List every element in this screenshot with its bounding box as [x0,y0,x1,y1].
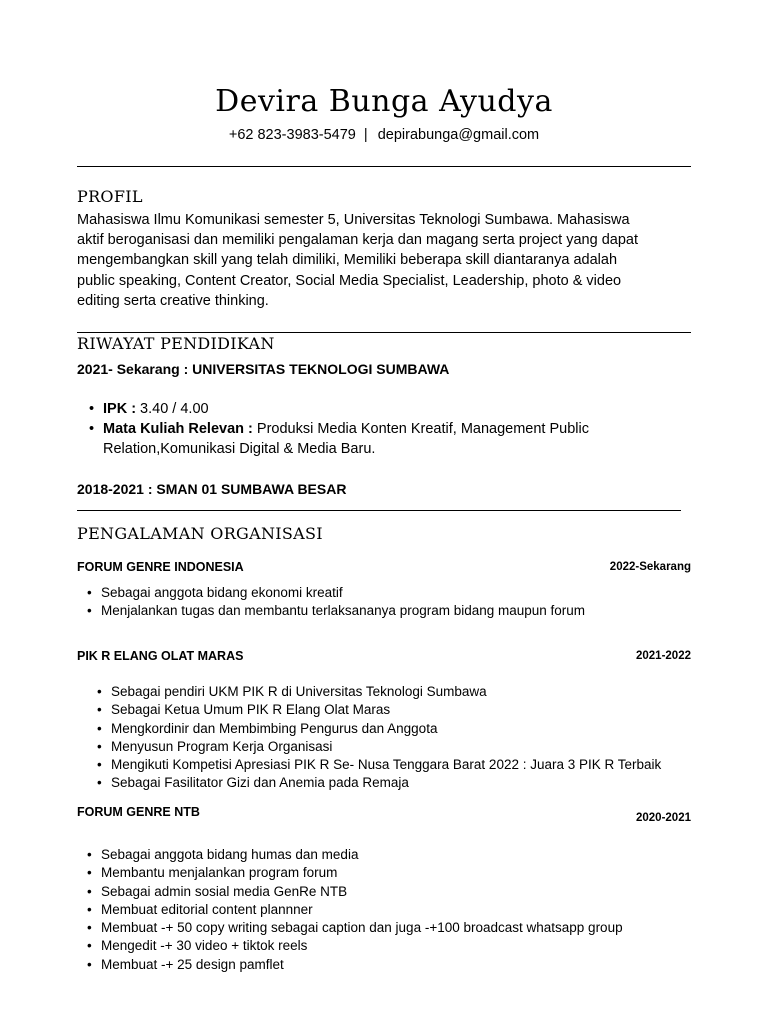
org-period: 2022-Sekarang [609,561,691,573]
list-item: • Menjalankan tugas dan membantu terlaksananya program bidang maupun forum [101,602,701,620]
profil-paragraph [77,210,707,311]
candidate-name: Devira Bunga Ayudya [215,84,553,119]
list-item: • Sebagai Ketua Umum PIK R Elang Olat Maras [111,701,711,719]
profil-line: Mahasiswa Ilmu Komunikasi semester 5, Universitas Teknologi Sumbawa. Mahasiswa [77,212,630,228]
list-item: • Sebagai admin sosial media GenRe NTB [101,883,701,901]
list-item: • Membuat editorial content plannner [101,901,701,919]
list-item: • Sebagai pendiri UKM PIK R di Universitas Teknologi Sumbawa [111,683,711,701]
phone-number: +62 823-3983-5479 [228,127,356,143]
university-line: 2021- Sekarang : UNIVERSITAS TEKNOLOGI SUMBAWA [77,361,450,377]
list-item: • Menyusun Program Kerja Organisasi [111,738,711,756]
org-name: PIK R ELANG OLAT MARAS [77,649,244,663]
list-item: • Membuat -+ 50 copy writing sebagai caption dan juga -+100 broadcast whatsapp group [101,919,701,937]
contact-separator: | [363,127,368,143]
list-item: • Sebagai anggota bidang humas dan media [101,846,701,864]
org-items-list [111,683,711,793]
list-item: • Mengikuti Kompetisi Apresiasi PIK R Se- Nusa Tenggara Barat 2022 : Juara 3 PIK R Terbaik [111,756,711,774]
ipk-label: IPK : [103,401,137,417]
list-item: • Sebagai anggota bidang ekonomi kreatif [101,584,701,602]
contact-line [0,127,768,143]
matkul-value: Produksi Media Konten Kreatif, Management Public [252,421,589,437]
profil-line: public speaking, Content Creator, Social Media Specialist, Leadership, photo & video [77,272,622,289]
list-item: • Mengedit -+ 30 video + tiktok reels [101,937,701,955]
pendidikan-divider [77,510,681,511]
list-item: • Mengkordinir dan Membimbing Pengurus dan Anggota [111,720,711,738]
org-period: 2020-2021 [636,812,691,824]
matkul-label: Mata Kuliah Relevan : [103,421,253,437]
profil-line: editing serta creative thinking. [77,292,269,309]
school-line: 2018-2021 : SMAN 01 SUMBAWA BESAR [77,481,347,497]
ipk-value: 3.40 / 4.00 [136,401,209,417]
profil-line: aktif beroganisasi dan memiliki pengalaman kerja dan magang serta project yang dapat [77,232,638,249]
education-details-list [103,399,663,459]
org-items-list [101,846,701,974]
header-divider [77,166,691,167]
org-items-list [101,584,701,621]
profil-line: mengembangkan skill yang telah dimiliki, Memiliki beberapa skill diantaranya adalah [77,252,618,269]
section-heading-organisasi: PENGALAMAN ORGANISASI [77,524,323,543]
matkul-item [103,419,663,459]
list-item: • Membantu menjalankan program forum [101,864,701,882]
section-heading-profil: PROFIL [77,187,143,206]
profil-divider [77,332,691,333]
list-item: • Membuat -+ 25 design pamflet [101,956,701,974]
org-name: FORUM GENRE NTB [77,805,200,819]
org-period: 2021-2022 [636,650,691,662]
matkul-value-cont: Relation,Komunikasi Digital & Media Baru. [103,441,376,457]
ipk-item [103,399,663,419]
list-item: • Sebagai Fasilitator Gizi dan Anemia pada Remaja [111,774,711,792]
org-name: FORUM GENRE INDONESIA [77,560,244,574]
section-heading-pendidikan: RIWAYAT PENDIDIKAN [77,334,275,353]
email-address: depirabunga@gmail.com [377,127,540,143]
